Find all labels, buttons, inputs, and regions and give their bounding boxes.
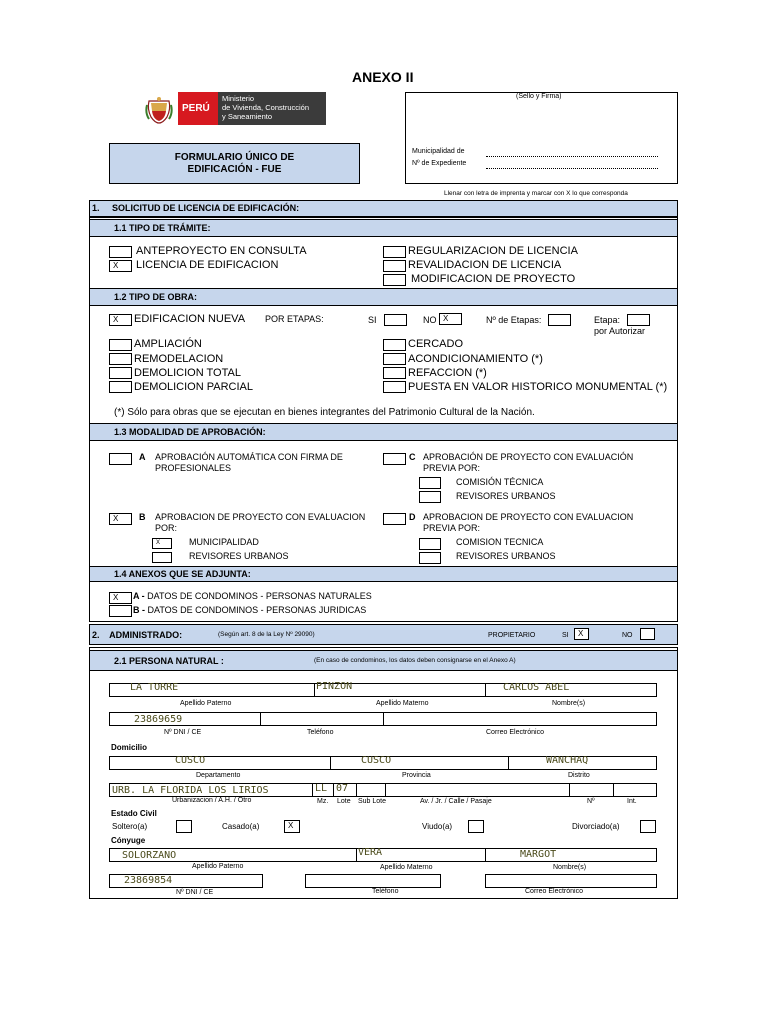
conyuge-dni-value[interactable]: 23869854 <box>124 875 173 886</box>
etapas-no-checkbox[interactable]: X <box>439 313 462 325</box>
domicilio-label: Domicilio <box>111 743 148 752</box>
departamento-value[interactable]: CUSCO <box>175 755 206 766</box>
conyuge-nombres-value[interactable]: MARGOT <box>520 849 557 860</box>
ampliacion-checkbox[interactable] <box>109 339 132 351</box>
edificacion-nueva-checkbox[interactable]: X <box>109 314 132 326</box>
urbanizacion-value[interactable]: URB. LA FLORIDA LOS LIRIOS <box>112 785 269 796</box>
modalidad-header: 1.3 MODALIDAD DE APROBACIÓN: <box>89 423 678 441</box>
coat-of-arms-icon <box>145 95 173 125</box>
c-comision-checkbox[interactable] <box>419 477 441 489</box>
conyuge-apellido-materno-value[interactable]: VERA <box>358 847 383 858</box>
anexo-b-checkbox[interactable] <box>109 605 132 617</box>
etapas-si-checkbox[interactable] <box>384 314 407 326</box>
ministry-logo: Ministerio de Vivienda, Construcción y Saneamiento <box>218 92 326 125</box>
licencia-checkbox[interactable]: X <box>109 260 132 272</box>
names-row <box>109 683 657 697</box>
etapa-field[interactable] <box>627 314 650 326</box>
modificacion-checkbox[interactable] <box>383 274 406 286</box>
section-1-header: 1. SOLICITUD DE LICENCIA DE EDIFICACIÓN: <box>89 200 678 217</box>
apellido-materno-value[interactable]: PINZON <box>316 681 353 692</box>
casado-checkbox[interactable]: X <box>284 820 300 833</box>
page-title: ANEXO II <box>352 69 414 85</box>
modalidad-b-checkbox[interactable]: X <box>109 513 132 525</box>
conyuge-apellido-paterno-value[interactable]: SOLORZANO <box>122 850 177 861</box>
remodelacion-checkbox[interactable] <box>109 353 132 365</box>
distrito-value[interactable]: WANCHAQ <box>546 755 589 766</box>
demolicion-parcial-checkbox[interactable] <box>109 381 132 393</box>
persona-natural-header: 2.1 PERSONA NATURAL : (En caso de condominos, los datos deben consignarse en el Anexo A) <box>89 650 678 671</box>
conyuge-names-row <box>109 848 657 862</box>
lote-value[interactable]: 07 <box>336 783 349 794</box>
revalidacion-checkbox[interactable] <box>383 260 406 272</box>
peru-logo: PERÚ <box>178 92 218 125</box>
form-title-box: FORMULARIO ÚNICO DE EDIFICACIÓN - FUE <box>109 143 360 184</box>
anexos-header: 1.4 ANEXOS QUE SE ADJUNTA: <box>89 566 678 582</box>
propietario-no-checkbox[interactable] <box>640 628 655 640</box>
acondicionamiento-checkbox[interactable] <box>383 353 406 365</box>
anexo-a-checkbox[interactable]: X <box>109 592 132 604</box>
anteproyecto-checkbox[interactable] <box>109 246 132 258</box>
propietario-si-checkbox[interactable]: X <box>574 628 589 640</box>
modalidad-a-checkbox[interactable] <box>109 453 132 465</box>
puesta-valor-checkbox[interactable] <box>383 381 406 393</box>
conyuge-telefono-field[interactable] <box>305 874 441 888</box>
d-comision-checkbox[interactable] <box>419 538 441 550</box>
dni-value[interactable]: 23869659 <box>134 714 183 725</box>
nombres-value[interactable]: CARLOS ABEL <box>503 682 570 693</box>
stamp-signature-box: (Sello y Firma) Municipalidad de Nº de Expediente <box>405 92 678 184</box>
apellido-paterno-value[interactable]: LA TORRE <box>130 682 179 693</box>
d-revisores-checkbox[interactable] <box>419 552 441 564</box>
regularizacion-checkbox[interactable] <box>383 246 406 258</box>
refaccion-checkbox[interactable] <box>383 367 406 379</box>
cercado-checkbox[interactable] <box>383 339 406 351</box>
section-2-header: 2. ADMINISTRADO: (Según art. 8 de la Ley Nº 29090) PROPIETARIO SI X NO <box>89 624 678 645</box>
instruction-text: Llenar con letra de imprenta y marcar con X lo que corresponda <box>444 190 628 197</box>
viudo-checkbox[interactable] <box>468 820 484 833</box>
soltero-checkbox[interactable] <box>176 820 192 833</box>
b-municipalidad-checkbox[interactable]: X <box>152 538 172 549</box>
provincia-value[interactable]: CUSCO <box>361 755 392 766</box>
conyuge-correo-field[interactable] <box>485 874 657 888</box>
divorciado-checkbox[interactable] <box>640 820 656 833</box>
numero-etapas-field[interactable] <box>548 314 571 326</box>
modalidad-c-checkbox[interactable] <box>383 453 406 465</box>
tramite-header: 1.1 TIPO DE TRÁMITE: <box>89 219 678 237</box>
estado-civil-label: Estado Civil <box>111 809 157 818</box>
patrimonio-footnote: (*) Sólo para obras que se ejecutan en bienes integrantes del Patrimonio Cultural de la Nación. <box>114 407 535 418</box>
modalidad-d-checkbox[interactable] <box>383 513 406 525</box>
obra-header: 1.2 TIPO DE OBRA: <box>89 288 678 306</box>
demolicion-total-checkbox[interactable] <box>109 367 132 379</box>
b-revisores-checkbox[interactable] <box>152 552 172 563</box>
mz-value[interactable]: LL <box>315 783 328 794</box>
conyuge-label: Cónyuge <box>111 836 146 845</box>
c-revisores-checkbox[interactable] <box>419 491 441 503</box>
